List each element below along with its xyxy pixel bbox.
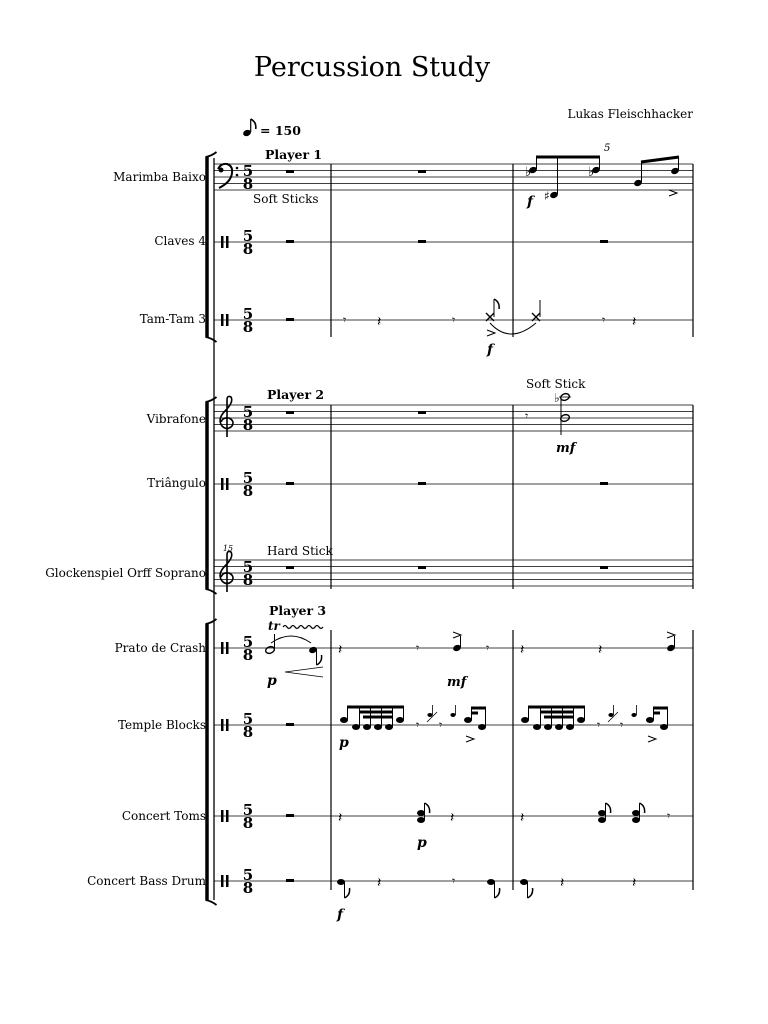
svg-text:𝄽: 𝄽 xyxy=(560,875,565,891)
svg-text:𝄾: 𝄾 xyxy=(416,718,420,732)
svg-text:5: 5 xyxy=(242,866,254,884)
svg-text:8: 8 xyxy=(242,318,254,336)
svg-text:8: 8 xyxy=(242,879,254,897)
player-2-label: Player 2 xyxy=(267,387,325,402)
svg-text:𝄾: 𝄾 xyxy=(597,718,601,732)
svg-text:𝄾: 𝄾 xyxy=(452,313,456,327)
tempo-note-icon xyxy=(242,119,256,137)
svg-text:𝄽: 𝄽 xyxy=(338,642,343,658)
vibrafone-m3-notes xyxy=(525,391,571,435)
instrument-name-vibrafone: Vibrafone xyxy=(146,412,206,426)
tuplet-number: 5 xyxy=(604,143,611,154)
group-bracket-player-3 xyxy=(206,619,217,905)
svg-text:8: 8 xyxy=(242,571,254,589)
svg-text:8: 8 xyxy=(242,416,254,434)
dynamic-toms-p: p xyxy=(417,835,427,851)
svg-text:5: 5 xyxy=(242,403,254,421)
staff-vibrafone xyxy=(214,405,693,431)
svg-text:𝄽: 𝄽 xyxy=(450,810,455,826)
svg-text:8: 8 xyxy=(242,723,254,741)
barlines xyxy=(331,164,693,890)
instrument-name-claves: Claves 4 xyxy=(154,234,206,248)
measure-rests xyxy=(286,170,608,882)
instrument-name-toms: Concert Toms xyxy=(121,809,206,823)
treble-clef-15-icon xyxy=(220,544,233,592)
svg-text:𝄾: 𝄾 xyxy=(525,409,529,423)
svg-text:𝄾: 𝄾 xyxy=(486,641,490,655)
temple-blocks-notes xyxy=(340,705,668,742)
dynamic-marimba-f: f xyxy=(527,194,534,210)
svg-text:5: 5 xyxy=(242,227,254,245)
bass-clef-icon xyxy=(218,164,238,188)
svg-text:8: 8 xyxy=(242,175,254,193)
svg-text:5: 5 xyxy=(242,469,254,487)
trill-mark: tr xyxy=(268,619,280,633)
technique-soft-stick: Soft Stick xyxy=(526,377,586,391)
svg-text:8: 8 xyxy=(242,814,254,832)
instrument-name-bass-drum: Concert Bass Drum xyxy=(87,874,206,888)
composer-name: Lukas Fleischhacker xyxy=(567,107,693,121)
svg-text:5: 5 xyxy=(242,162,254,180)
svg-text:𝄾: 𝄾 xyxy=(602,313,606,327)
instrument-name-tamtam: Tam-Tam 3 xyxy=(139,312,206,326)
svg-text:𝄽: 𝄽 xyxy=(632,314,637,330)
svg-text:𝄽: 𝄽 xyxy=(520,810,525,826)
group-bracket-player-1 xyxy=(206,152,217,342)
svg-text:𝄾: 𝄾 xyxy=(667,809,671,823)
instrument-name-temple-blocks: Temple Blocks xyxy=(117,718,206,732)
player-3-label: Player 3 xyxy=(269,603,327,618)
technique-soft-sticks: Soft Sticks xyxy=(253,192,319,206)
group-bracket-player-2 xyxy=(206,397,217,594)
dynamic-crash-mf: mf xyxy=(447,675,467,690)
score-title: Percussion Study xyxy=(253,52,491,83)
tamtam-notes xyxy=(343,299,636,336)
dynamic-vibrafone-mf: mf xyxy=(556,441,576,456)
time-signatures xyxy=(243,162,253,897)
svg-text:𝄽: 𝄽 xyxy=(598,642,603,658)
bass-drum-notes xyxy=(337,874,636,898)
svg-text:♭: ♭ xyxy=(554,391,560,405)
dynamic-tamtam-f: f xyxy=(487,342,494,358)
svg-text:𝄾: 𝄾 xyxy=(620,718,624,732)
svg-text:♭: ♭ xyxy=(525,165,532,180)
instrument-name-crash: Prato de Crash xyxy=(114,641,206,655)
player-1-label: Player 1 xyxy=(265,147,323,162)
instrument-name-glockenspiel: Glockenspiel Orff Soprano xyxy=(45,566,206,580)
marimba-m3-notes xyxy=(525,143,680,203)
svg-text:𝄽: 𝄽 xyxy=(377,875,382,891)
svg-text:𝄾: 𝄾 xyxy=(439,718,443,732)
svg-text:𝄽: 𝄽 xyxy=(338,810,343,826)
svg-text:𝄽: 𝄽 xyxy=(632,875,637,891)
staff-marimba xyxy=(214,164,693,190)
dynamic-bass-drum-f: f xyxy=(337,907,344,923)
svg-text:8: 8 xyxy=(242,240,254,258)
tempo-value: = 150 xyxy=(260,123,301,138)
svg-text:𝄾: 𝄾 xyxy=(343,313,347,327)
svg-text:8: 8 xyxy=(242,482,254,500)
svg-text:5: 5 xyxy=(242,710,254,728)
svg-text:♯: ♯ xyxy=(544,189,550,203)
svg-text:♭: ♭ xyxy=(588,165,595,180)
svg-text:𝄽: 𝄽 xyxy=(520,642,525,658)
svg-text:5: 5 xyxy=(242,305,254,323)
concert-toms-notes xyxy=(338,803,670,826)
technique-hard-stick: Hard Stick xyxy=(267,544,333,558)
dynamic-temple-blocks-p: p xyxy=(339,735,349,751)
svg-text:15: 15 xyxy=(222,544,234,553)
svg-text:5: 5 xyxy=(242,801,254,819)
svg-text:𝄾: 𝄾 xyxy=(416,641,420,655)
svg-text:5: 5 xyxy=(242,633,254,651)
instrument-name-marimba: Marimba Baixo xyxy=(113,170,206,184)
svg-text:𝄾: 𝄾 xyxy=(452,874,456,888)
staff-glockenspiel xyxy=(214,560,693,586)
svg-text:5: 5 xyxy=(242,558,254,576)
dynamic-crash-p: p xyxy=(267,673,277,689)
svg-text:𝄽: 𝄽 xyxy=(377,314,382,330)
svg-text:8: 8 xyxy=(242,646,254,664)
instrument-name-triangulo: Triângulo xyxy=(147,476,206,490)
